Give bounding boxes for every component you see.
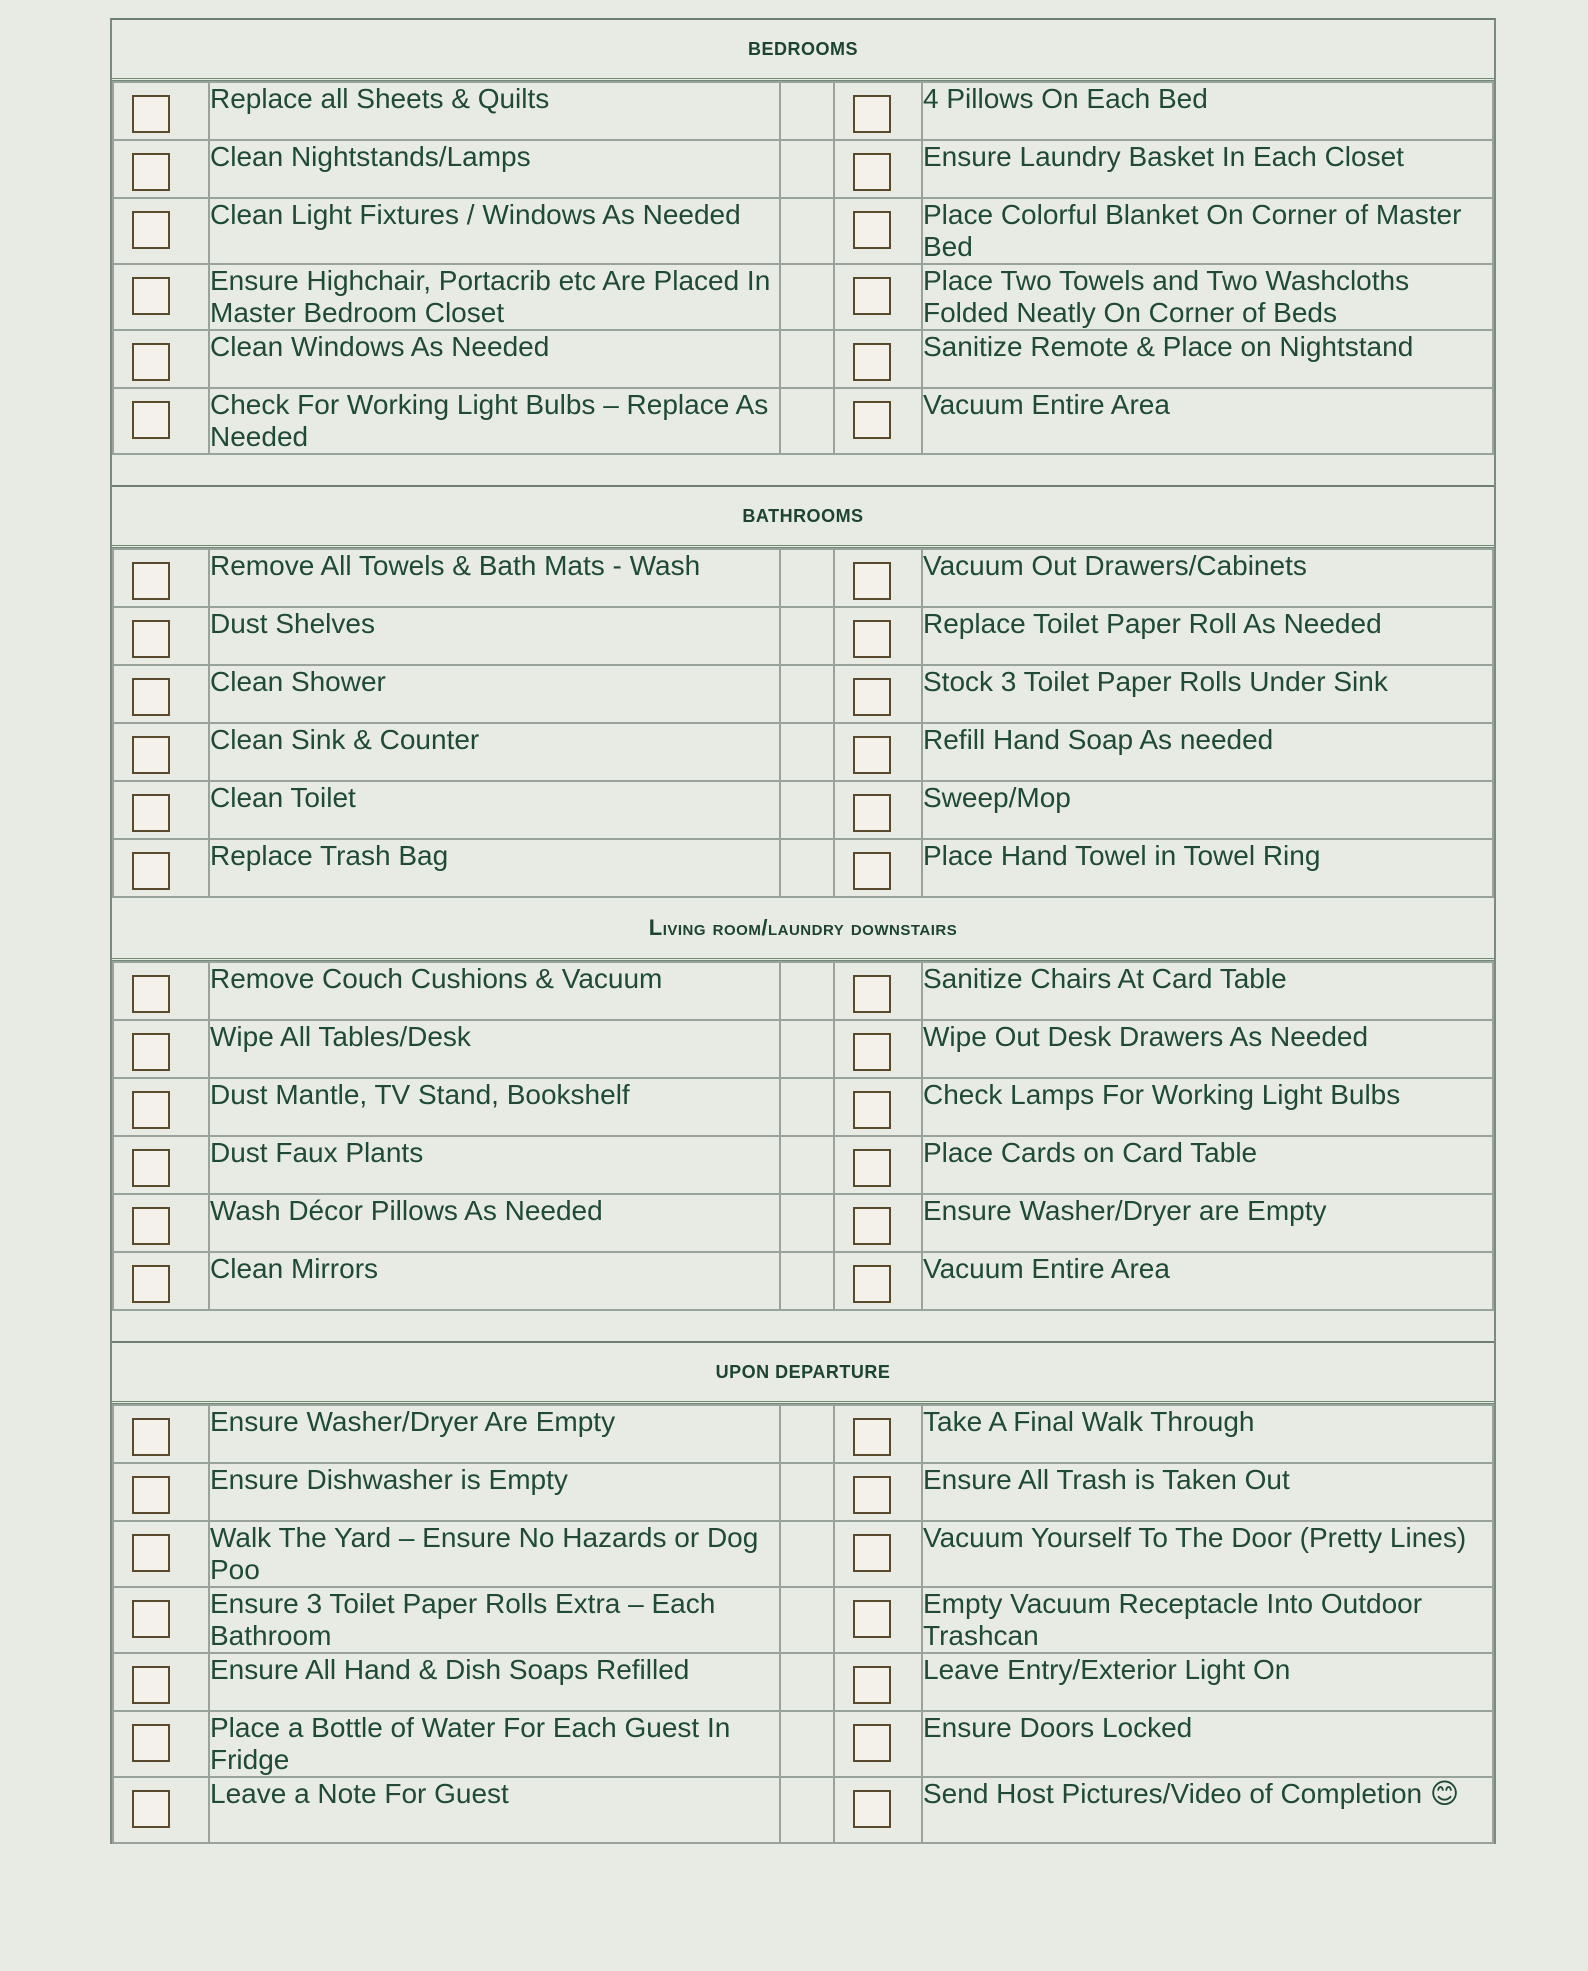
- task-label: Replace all Sheets & Quilts: [209, 82, 780, 140]
- task-label: Stock 3 Toilet Paper Rolls Under Sink: [922, 665, 1493, 723]
- task-label: Take A Final Walk Through: [922, 1405, 1493, 1463]
- checkbox[interactable]: [132, 401, 170, 439]
- checkbox[interactable]: [132, 620, 170, 658]
- task-label: Ensure All Trash is Taken Out: [922, 1463, 1493, 1521]
- checkbox[interactable]: [853, 211, 891, 249]
- checkbox[interactable]: [132, 1091, 170, 1129]
- checkbox[interactable]: [132, 1207, 170, 1245]
- task-label: Ensure Highchair, Portacrib etc Are Placed In Master Bedroom Closet: [209, 264, 780, 330]
- task-label: Ensure Washer/Dryer Are Empty: [209, 1405, 780, 1463]
- task-label: Clean Sink & Counter: [209, 723, 780, 781]
- task-label: Ensure Washer/Dryer are Empty: [922, 1194, 1493, 1252]
- checkbox[interactable]: [853, 153, 891, 191]
- checkbox[interactable]: [132, 1476, 170, 1514]
- task-label: Check Lamps For Working Light Bulbs: [922, 1078, 1493, 1136]
- checkbox[interactable]: [132, 794, 170, 832]
- checkbox[interactable]: [132, 852, 170, 890]
- task-label: Sanitize Chairs At Card Table: [922, 962, 1493, 1020]
- task-label: Refill Hand Soap As needed: [922, 723, 1493, 781]
- section-divider: [112, 1311, 1494, 1343]
- task-label: Replace Trash Bag: [209, 839, 780, 897]
- checkbox[interactable]: [132, 562, 170, 600]
- checkbox[interactable]: [132, 1265, 170, 1303]
- checkbox[interactable]: [853, 678, 891, 716]
- task-label: Send Host Pictures/Video of Completion 😊: [922, 1777, 1493, 1843]
- section-upon-departure: [110, 1343, 1496, 1844]
- section-living-room: [110, 898, 1496, 1343]
- task-label: Vacuum Out Drawers/Cabinets: [922, 549, 1493, 607]
- checkbox[interactable]: [853, 401, 891, 439]
- checkbox[interactable]: [132, 343, 170, 381]
- task-label: Sanitize Remote & Place on Nightstand: [922, 330, 1493, 388]
- checkbox[interactable]: [132, 1666, 170, 1704]
- section-title: Living room/laundry downstairs: [112, 898, 1494, 961]
- task-label: Replace Toilet Paper Roll As Needed: [922, 607, 1493, 665]
- task-label: Vacuum Entire Area: [922, 1252, 1493, 1310]
- checkbox[interactable]: [132, 95, 170, 133]
- checklist-sheet: [110, 18, 1496, 1844]
- task-label: Check For Working Light Bulbs – Replace As Needed: [209, 388, 780, 454]
- task-table: [112, 81, 1494, 455]
- checkbox[interactable]: [853, 277, 891, 315]
- task-label: Clean Shower: [209, 665, 780, 723]
- task-label: Ensure 3 Toilet Paper Rolls Extra – Each Bathroom: [209, 1587, 780, 1653]
- section-title: BEDROOMS: [112, 20, 1494, 81]
- task-label: Wipe All Tables/Desk: [209, 1020, 780, 1078]
- task-label: Place Hand Towel in Towel Ring: [922, 839, 1493, 897]
- task-table: [112, 548, 1494, 898]
- checkbox[interactable]: [853, 975, 891, 1013]
- checkbox[interactable]: [853, 1207, 891, 1245]
- task-table: [112, 961, 1494, 1311]
- checkbox[interactable]: [132, 211, 170, 249]
- checkbox[interactable]: [853, 1600, 891, 1638]
- task-label: Place a Bottle of Water For Each Guest In Fridge: [209, 1711, 780, 1777]
- task-label: Vacuum Entire Area: [922, 388, 1493, 454]
- section-divider: [112, 455, 1494, 487]
- task-label: 4 Pillows On Each Bed: [922, 82, 1493, 140]
- task-label: Remove All Towels & Bath Mats - Wash: [209, 549, 780, 607]
- task-label: Clean Nightstands/Lamps: [209, 140, 780, 198]
- checkbox[interactable]: [853, 562, 891, 600]
- checkbox[interactable]: [853, 794, 891, 832]
- checkbox[interactable]: [853, 95, 891, 133]
- task-label: Wipe Out Desk Drawers As Needed: [922, 1020, 1493, 1078]
- task-label: Clean Light Fixtures / Windows As Needed: [209, 198, 780, 264]
- checkbox[interactable]: [132, 1149, 170, 1187]
- task-label: Place Cards on Card Table: [922, 1136, 1493, 1194]
- task-label: Vacuum Yourself To The Door (Pretty Lines): [922, 1521, 1493, 1587]
- checkbox[interactable]: [132, 277, 170, 315]
- section-title: BATHROOMS: [112, 487, 1494, 548]
- task-label: Leave Entry/Exterior Light On: [922, 1653, 1493, 1711]
- section-bathrooms: [110, 487, 1496, 898]
- task-label: Clean Toilet: [209, 781, 780, 839]
- task-label: Leave a Note For Guest: [209, 1777, 780, 1843]
- checkbox[interactable]: [853, 343, 891, 381]
- checkbox[interactable]: [853, 1033, 891, 1071]
- checkbox[interactable]: [132, 153, 170, 191]
- task-table: [112, 1404, 1494, 1844]
- task-label: Dust Shelves: [209, 607, 780, 665]
- checkbox[interactable]: [132, 736, 170, 774]
- checkbox[interactable]: [853, 1724, 891, 1762]
- task-label: Dust Mantle, TV Stand, Bookshelf: [209, 1078, 780, 1136]
- checkbox[interactable]: [853, 1091, 891, 1129]
- task-label: Place Colorful Blanket On Corner of Master Bed: [922, 198, 1493, 264]
- task-label: Ensure Dishwasher is Empty: [209, 1463, 780, 1521]
- task-label: Empty Vacuum Receptacle Into Outdoor Trashcan: [922, 1587, 1493, 1653]
- checkbox[interactable]: [132, 1790, 170, 1828]
- checkbox[interactable]: [132, 1033, 170, 1071]
- checkbox[interactable]: [132, 1418, 170, 1456]
- checkbox[interactable]: [132, 1600, 170, 1638]
- checkbox[interactable]: [853, 1418, 891, 1456]
- checkbox[interactable]: [853, 620, 891, 658]
- checkbox[interactable]: [853, 1476, 891, 1514]
- checkbox[interactable]: [853, 1534, 891, 1572]
- task-label: Remove Couch Cushions & Vacuum: [209, 962, 780, 1020]
- checkbox[interactable]: [132, 1724, 170, 1762]
- section-title: UPON DEPARTURE: [112, 1343, 1494, 1404]
- section-bedrooms: [110, 18, 1496, 487]
- checkbox[interactable]: [132, 975, 170, 1013]
- checkbox[interactable]: [853, 736, 891, 774]
- checkbox[interactable]: [853, 1790, 891, 1828]
- task-label: Ensure Doors Locked: [922, 1711, 1493, 1777]
- task-label: Wash Décor Pillows As Needed: [209, 1194, 780, 1252]
- task-label: Ensure All Hand & Dish Soaps Refilled: [209, 1653, 780, 1711]
- checkbox[interactable]: [853, 852, 891, 890]
- checkbox[interactable]: [853, 1265, 891, 1303]
- task-label: Sweep/Mop: [922, 781, 1493, 839]
- task-label: Walk The Yard – Ensure No Hazards or Dog Poo: [209, 1521, 780, 1587]
- task-label: Clean Mirrors: [209, 1252, 780, 1310]
- checkbox[interactable]: [132, 1534, 170, 1572]
- task-label: Place Two Towels and Two Washcloths Folded Neatly On Corner of Beds: [922, 264, 1493, 330]
- task-label: Ensure Laundry Basket In Each Closet: [922, 140, 1493, 198]
- checkbox[interactable]: [132, 678, 170, 716]
- task-label: Clean Windows As Needed: [209, 330, 780, 388]
- task-label: Dust Faux Plants: [209, 1136, 780, 1194]
- checkbox[interactable]: [853, 1149, 891, 1187]
- checkbox[interactable]: [853, 1666, 891, 1704]
